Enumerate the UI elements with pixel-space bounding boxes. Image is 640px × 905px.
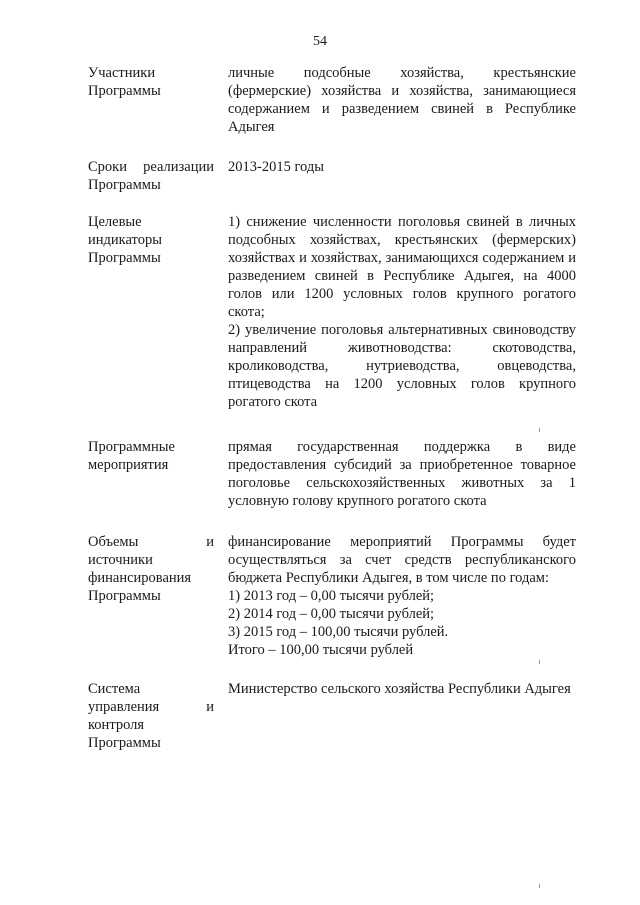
row-label: Система управления и контроля Программы: [88, 681, 214, 751]
passport-table: [88, 64, 576, 774]
scan-speck: [539, 884, 540, 888]
indicator-item: 1) снижение численности поголовья свиней в личных подсобных хозяйствах, крестьянских (фермерских) хозяйствах и хозяйствах, занимающихся содержанием и разведением свиней в Республике Адыгея, на 4000 голов или 1200 условных голов крупного рогатого скота;: [228, 214, 576, 320]
funding-total: Итого – 100,00 тысячи рублей: [228, 642, 414, 658]
row-description: прямая государственная поддержка в виде предоставления субсидий за приобретенное товарное поголовье сельскохозяйственных животных за 1 условную голову крупного рогатого скота: [228, 439, 576, 509]
row-label: Целевые индикаторы Программы: [88, 214, 162, 266]
row-description: [228, 533, 576, 659]
row-description: 2013-2015 годы: [228, 159, 324, 175]
funding-line: 2) 2014 год – 0,00 тысячи рублей;: [228, 606, 435, 622]
page-number: 54: [313, 34, 327, 49]
row-description: личные подсобные хозяйства, крестьянские (фермерские) хозяйства и хозяйства, занимающиеся содержанием и разведением свиней в Республике Адыгея: [228, 65, 576, 135]
row-description: Министерство сельского хозяйства Республики Адыгея: [228, 681, 571, 697]
row-description: [228, 213, 576, 411]
scan-speck: [539, 660, 540, 664]
row-participants: [88, 64, 576, 136]
row-label: Сроки реализации Программы: [88, 159, 214, 193]
row-management: [88, 680, 576, 752]
scan-speck: [539, 428, 540, 432]
row-label: Участники Программы: [88, 65, 161, 99]
funding-intro: финансирование мероприятий Программы будет осуществляться за счет средств республиканского бюджета Республики Адыгея, в том числе по годам:: [228, 534, 576, 586]
funding-line: 3) 2015 год – 100,00 тысячи рублей.: [228, 624, 449, 640]
row-timeline: [88, 158, 576, 194]
row-label: Программные мероприятия: [88, 439, 175, 473]
row-label: Объемы и источники финансирования Программы: [88, 534, 214, 604]
row-program-measures: [88, 438, 576, 510]
funding-line: 1) 2013 год – 0,00 тысячи рублей;: [228, 588, 435, 604]
indicator-item: 2) увеличение поголовья альтернативных свиноводству направлений животноводства: скотоводства, кролиководства, нутриеводства, овцеводства, птицеводства на 1200 условных голов крупного рогатого скота: [228, 322, 576, 410]
row-funding: [88, 533, 576, 659]
row-target-indicators: [88, 213, 576, 411]
